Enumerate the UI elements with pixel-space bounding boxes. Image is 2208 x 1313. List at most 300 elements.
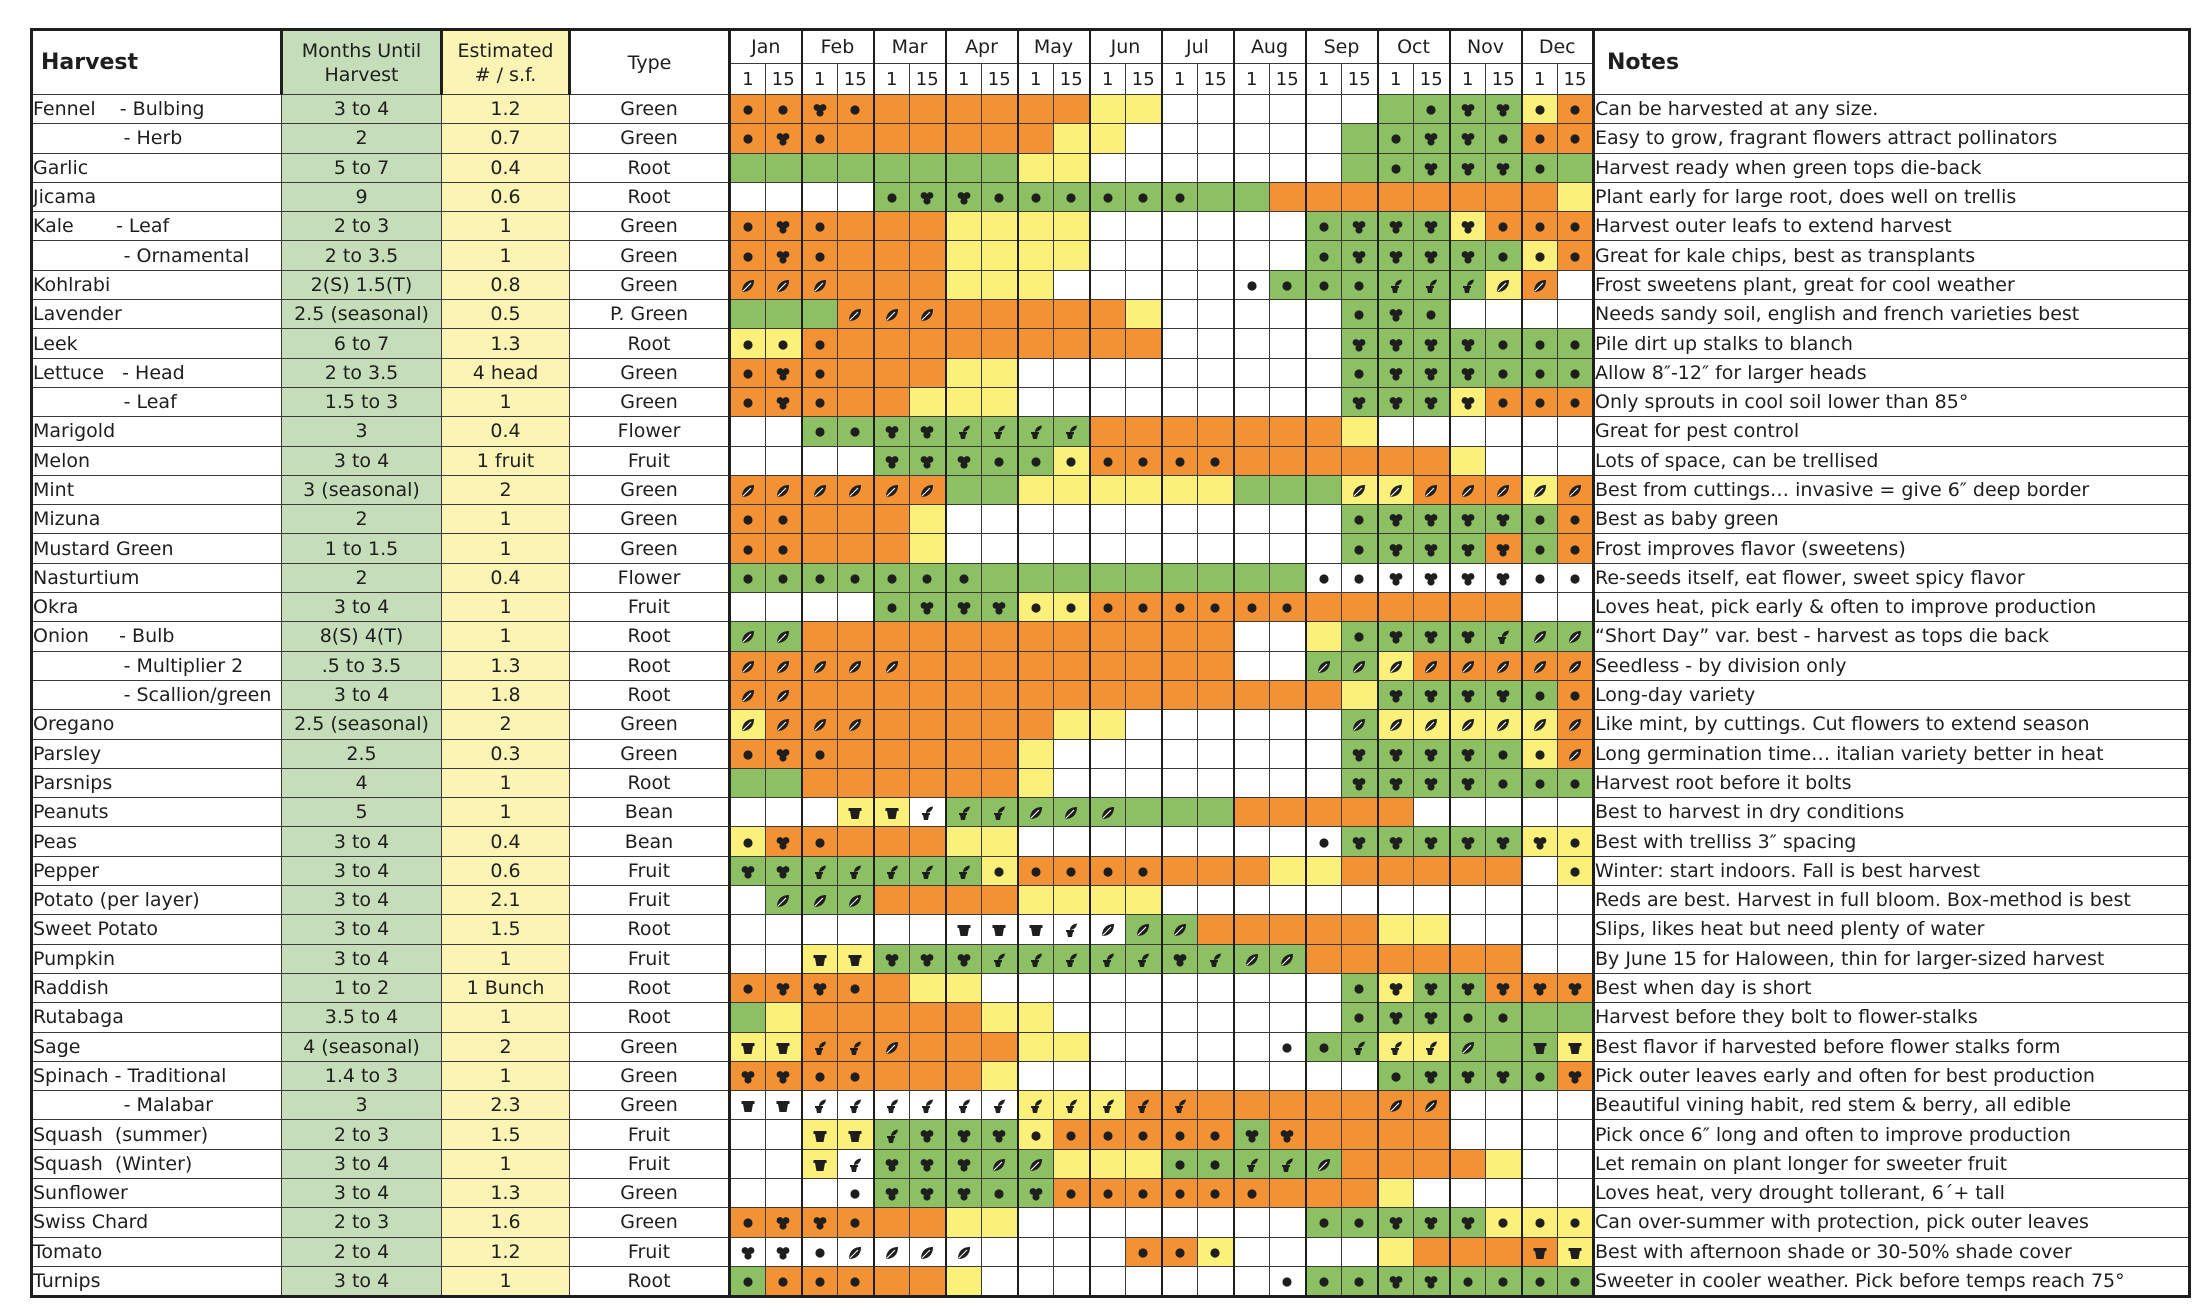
crop-type: Fruit <box>570 446 730 475</box>
cluster-icon <box>1423 512 1439 528</box>
dot-icon <box>1351 629 1367 645</box>
calendar-cell <box>1018 387 1054 416</box>
months-until-harvest: 5 <box>282 798 442 827</box>
calendar-cell <box>730 124 766 153</box>
dot-icon <box>1495 747 1511 763</box>
crop-note: Seedless - by division only <box>1594 651 2190 680</box>
table-row <box>32 475 2190 504</box>
calendar-cell <box>730 886 766 915</box>
months-until-label-2: Harvest <box>324 63 399 86</box>
calendar-cell <box>1090 593 1126 622</box>
calendar-cell <box>1558 563 1594 592</box>
calendar-cell <box>1558 1149 1594 1178</box>
calendar-cell <box>1090 241 1126 270</box>
calendar-cell <box>1342 534 1378 563</box>
calendar-cell <box>838 798 874 827</box>
calendar-cell <box>1558 651 1594 680</box>
calendar-cell <box>982 182 1018 211</box>
calendar-cell <box>1378 358 1414 387</box>
calendar-cell <box>1522 886 1558 915</box>
calendar-cell <box>1558 270 1594 299</box>
calendar-cell <box>1450 1061 1486 1090</box>
calendar-cell <box>1126 182 1162 211</box>
calendar-cell <box>1378 1091 1414 1120</box>
calendar-cell <box>1378 505 1414 534</box>
cluster-icon <box>1388 249 1404 265</box>
calendar-cell <box>1306 563 1342 592</box>
calendar-cell <box>766 915 802 944</box>
dot-icon <box>1100 1186 1116 1202</box>
calendar-cell <box>1270 1149 1306 1178</box>
calendar-cell <box>1522 212 1558 241</box>
calendar-cell <box>802 1032 838 1061</box>
calendar-cell <box>1486 827 1522 856</box>
calendar-cell <box>1522 1266 1558 1296</box>
calendar-cell <box>1054 973 1090 1002</box>
dot-icon <box>1135 600 1151 616</box>
half-label-1: 1 <box>1450 64 1486 95</box>
estimated-per-sf: 2.1 <box>442 886 570 915</box>
calendar-cell <box>1306 622 1342 651</box>
dot-icon <box>919 571 935 587</box>
dot-icon <box>1532 395 1548 411</box>
calendar-cell <box>802 182 838 211</box>
calendar-cell <box>730 563 766 592</box>
calendar-cell <box>1054 1091 1090 1120</box>
calendar-cell <box>1378 622 1414 651</box>
calendar-cell <box>1054 358 1090 387</box>
calendar-cell <box>1378 1032 1414 1061</box>
calendar-cell <box>1522 95 1558 124</box>
calendar-cell <box>874 1091 910 1120</box>
calendar-cell <box>910 446 946 475</box>
calendar-cell <box>1414 651 1450 680</box>
dot-icon <box>991 864 1007 880</box>
seedling-pot-icon <box>1028 952 1044 968</box>
estimated-per-sf: 1.6 <box>442 1208 570 1237</box>
calendar-cell <box>1522 417 1558 446</box>
crop-name: - Leaf <box>32 387 282 416</box>
calendar-cell <box>1234 505 1270 534</box>
cluster-icon <box>956 600 972 616</box>
calendar-cell <box>838 270 874 299</box>
calendar-cell <box>1558 827 1594 856</box>
dot-icon <box>775 542 791 558</box>
calendar-cell <box>1234 417 1270 446</box>
calendar-cell <box>1342 124 1378 153</box>
calendar-cell <box>1126 827 1162 856</box>
cluster-icon <box>775 395 791 411</box>
calendar-cell <box>1090 95 1126 124</box>
calendar-cell <box>1270 1032 1306 1061</box>
calendar-cell <box>1306 856 1342 885</box>
calendar-cell <box>1234 856 1270 885</box>
cluster-icon <box>1388 1215 1404 1231</box>
crop-name: Tomato <box>32 1237 282 1266</box>
estimated-per-sf: 1 <box>442 768 570 797</box>
calendar-cell <box>1306 241 1342 270</box>
dot-icon <box>1495 249 1511 265</box>
calendar-cell <box>1342 593 1378 622</box>
calendar-cell <box>1054 95 1090 124</box>
calendar-cell <box>1306 153 1342 182</box>
cluster-icon <box>1388 571 1404 587</box>
calendar-cell <box>1018 1178 1054 1207</box>
crop-note: Great for kale chips, best as transplants <box>1594 241 2190 270</box>
crop-note: Frost sweetens plant, great for cool weather <box>1594 270 2190 299</box>
calendar-cell <box>1198 446 1234 475</box>
calendar-cell <box>766 1149 802 1178</box>
cluster-icon <box>1460 776 1476 792</box>
dot-icon <box>812 747 828 763</box>
calendar-cell <box>910 1003 946 1032</box>
calendar-cell <box>1018 739 1054 768</box>
crop-name: Garlic <box>32 153 282 182</box>
crop-name: Mustard Green <box>32 534 282 563</box>
months-until-harvest: 2 <box>282 505 442 534</box>
calendar-cell <box>1558 387 1594 416</box>
calendar-cell <box>1162 1266 1198 1296</box>
crop-name: - Scallion/green <box>32 680 282 709</box>
calendar-cell <box>1234 622 1270 651</box>
calendar-cell <box>802 1208 838 1237</box>
calendar-cell <box>910 798 946 827</box>
calendar-cell <box>1198 387 1234 416</box>
crop-type: Fruit <box>570 1120 730 1149</box>
crop-name: Swiss Chard <box>32 1208 282 1237</box>
calendar-cell <box>1486 798 1522 827</box>
estimated-per-sf: 0.5 <box>442 300 570 329</box>
calendar-cell <box>1450 329 1486 358</box>
leaf-icon <box>1460 717 1476 733</box>
calendar-cell <box>874 886 910 915</box>
calendar-cell <box>874 446 910 475</box>
crop-note: Harvest ready when green tops die-back <box>1594 153 2190 182</box>
cluster-icon <box>1028 1186 1044 1202</box>
calendar-cell <box>1018 1266 1054 1296</box>
calendar-cell <box>1522 1061 1558 1090</box>
table-row <box>32 329 2190 358</box>
calendar-cell <box>1234 593 1270 622</box>
header-row <box>32 30 2190 64</box>
calendar-cell <box>838 827 874 856</box>
calendar-cell <box>910 1149 946 1178</box>
calendar-cell <box>1234 300 1270 329</box>
calendar-cell <box>1306 182 1342 211</box>
calendar-cell <box>1342 1208 1378 1237</box>
crop-note: Best from cuttings… invasive = give 6″ deep border <box>1594 475 2190 504</box>
calendar-cell <box>874 124 910 153</box>
calendar-cell <box>1342 270 1378 299</box>
dot-icon <box>1316 1215 1332 1231</box>
calendar-cell <box>1414 1178 1450 1207</box>
calendar-cell <box>1126 1120 1162 1149</box>
calendar-cell <box>1342 446 1378 475</box>
crop-name: Lettuce - Head <box>32 358 282 387</box>
months-until-harvest: 1 to 2 <box>282 973 442 1002</box>
calendar-cell <box>802 95 838 124</box>
dot-icon <box>1532 366 1548 382</box>
crop-note: Can over-summer with protection, pick outer leaves <box>1594 1208 2190 1237</box>
leaf-icon <box>1460 483 1476 499</box>
calendar-cell <box>1090 300 1126 329</box>
calendar-cell <box>1306 915 1342 944</box>
calendar-cell <box>802 827 838 856</box>
calendar-cell <box>1486 973 1522 1002</box>
calendar-cell <box>1054 680 1090 709</box>
calendar-cell <box>802 300 838 329</box>
calendar-cell <box>1450 300 1486 329</box>
leaf-icon <box>919 483 935 499</box>
calendar-cell <box>1558 534 1594 563</box>
calendar-cell <box>802 915 838 944</box>
cluster-icon <box>1388 629 1404 645</box>
dot-icon <box>812 249 828 265</box>
calendar-cell <box>982 710 1018 739</box>
crop-name: Sage <box>32 1032 282 1061</box>
months-until-harvest: 3 to 4 <box>282 1149 442 1178</box>
calendar-cell <box>1054 241 1090 270</box>
cluster-icon <box>812 981 828 997</box>
calendar-cell <box>1018 768 1054 797</box>
cluster-icon <box>1423 835 1439 851</box>
calendar-cell <box>1378 680 1414 709</box>
leaf-icon <box>812 893 828 909</box>
leaf-icon <box>740 483 756 499</box>
calendar-cell <box>1414 446 1450 475</box>
calendar-cell <box>1234 563 1270 592</box>
calendar-cell <box>1378 563 1414 592</box>
calendar-cell <box>1126 768 1162 797</box>
estimated-per-sf: 2.3 <box>442 1091 570 1120</box>
calendar-cell <box>1306 1120 1342 1149</box>
calendar-cell <box>982 622 1018 651</box>
calendar-cell <box>838 95 874 124</box>
calendar-cell <box>1090 915 1126 944</box>
dot-icon <box>812 337 828 353</box>
dot-icon <box>1567 835 1583 851</box>
calendar-cell <box>1270 505 1306 534</box>
calendar-cell <box>1054 1237 1090 1266</box>
dot-icon <box>1567 512 1583 528</box>
crop-type: Green <box>570 1208 730 1237</box>
calendar-cell <box>946 1237 982 1266</box>
calendar-cell <box>1486 622 1522 651</box>
crop-note: Like mint, by cuttings. Cut flowers to extend season <box>1594 710 2190 739</box>
calendar-cell <box>946 1178 982 1207</box>
calendar-cell <box>1018 182 1054 211</box>
cluster-icon <box>1460 571 1476 587</box>
calendar-cell <box>1018 563 1054 592</box>
calendar-cell <box>1522 1091 1558 1120</box>
calendar-cell <box>1054 886 1090 915</box>
cluster-icon <box>884 454 900 470</box>
calendar-cell <box>730 710 766 739</box>
calendar-cell <box>1450 593 1486 622</box>
calendar-cell <box>1378 827 1414 856</box>
calendar-cell <box>838 387 874 416</box>
crop-note: Harvest outer leafs to extend harvest <box>1594 212 2190 241</box>
crop-note: Best as baby green <box>1594 505 2190 534</box>
leaf-icon <box>775 659 791 675</box>
dot-icon <box>1207 1128 1223 1144</box>
estimated-per-sf: 1 <box>442 1266 570 1296</box>
dot-icon <box>740 366 756 382</box>
calendar-cell <box>802 1120 838 1149</box>
estimated-per-sf: 1.5 <box>442 1120 570 1149</box>
calendar-cell <box>1486 710 1522 739</box>
table-row <box>32 1003 2190 1032</box>
cluster-icon <box>1460 366 1476 382</box>
month-header-may: May <box>1018 30 1090 64</box>
dot-icon <box>1100 1128 1116 1144</box>
calendar-cell <box>1522 1149 1558 1178</box>
calendar-cell <box>1162 270 1198 299</box>
calendar-cell <box>874 153 910 182</box>
calendar-cell <box>1270 241 1306 270</box>
cluster-icon <box>1388 981 1404 997</box>
dot-icon <box>1532 249 1548 265</box>
calendar-cell <box>1162 1003 1198 1032</box>
calendar-cell <box>1270 915 1306 944</box>
dot-icon <box>1495 1274 1511 1290</box>
calendar-cell <box>946 1266 982 1296</box>
calendar-cell <box>1054 124 1090 153</box>
cluster-icon <box>1460 747 1476 763</box>
leaf-icon <box>1316 1157 1332 1173</box>
crop-note: Pick once 6″ long and often to improve production <box>1594 1120 2190 1149</box>
calendar-cell <box>1054 1178 1090 1207</box>
table-row <box>32 241 2190 270</box>
calendar-cell <box>838 622 874 651</box>
calendar-cell <box>946 358 982 387</box>
calendar-cell <box>982 534 1018 563</box>
month-header-nov: Nov <box>1450 30 1522 64</box>
calendar-cell <box>1342 1149 1378 1178</box>
month-header-sep: Sep <box>1306 30 1378 64</box>
calendar-cell <box>1054 387 1090 416</box>
calendar-cell <box>982 915 1018 944</box>
calendar-cell <box>1090 1237 1126 1266</box>
calendar-cell <box>802 417 838 446</box>
calendar-cell <box>1378 417 1414 446</box>
calendar-cell <box>946 241 982 270</box>
cluster-icon <box>1460 542 1476 558</box>
crop-type: Green <box>570 95 730 124</box>
calendar-cell <box>1486 1120 1522 1149</box>
estimated-per-sf: 0.4 <box>442 827 570 856</box>
calendar-cell <box>946 1091 982 1120</box>
crop-name: Okra <box>32 593 282 622</box>
calendar-cell <box>1450 182 1486 211</box>
calendar-cell <box>910 768 946 797</box>
calendar-cell <box>1198 212 1234 241</box>
cluster-icon <box>1388 776 1404 792</box>
calendar-cell <box>1342 358 1378 387</box>
table-row <box>32 1149 2190 1178</box>
calendar-cell <box>1090 622 1126 651</box>
estimated-per-sf: 0.4 <box>442 563 570 592</box>
estimated-per-sf: 1 <box>442 1003 570 1032</box>
crop-type: Green <box>570 1061 730 1090</box>
calendar-cell <box>1198 593 1234 622</box>
crop-note: Let remain on plant longer for sweeter fruit <box>1594 1149 2190 1178</box>
crop-type: Green <box>570 358 730 387</box>
calendar-cell <box>1414 593 1450 622</box>
calendar-cell <box>838 680 874 709</box>
calendar-cell <box>802 1178 838 1207</box>
month-header-jan: Jan <box>730 30 802 64</box>
calendar-cell <box>1342 182 1378 211</box>
calendar-cell <box>1090 1149 1126 1178</box>
calendar-cell <box>766 1237 802 1266</box>
estimated-per-sf: 1.3 <box>442 651 570 680</box>
calendar-cell <box>1090 563 1126 592</box>
table-row <box>32 1061 2190 1090</box>
calendar-cell <box>910 1266 946 1296</box>
pot-icon <box>812 1128 828 1144</box>
months-until-harvest: 3 to 4 <box>282 1178 442 1207</box>
table-row <box>32 798 2190 827</box>
cluster-icon <box>1423 366 1439 382</box>
calendar-cell <box>1306 212 1342 241</box>
calendar-cell <box>874 241 910 270</box>
calendar-cell <box>1270 1003 1306 1032</box>
crop-type: Green <box>570 124 730 153</box>
calendar-cell <box>1558 1032 1594 1061</box>
calendar-cell <box>946 886 982 915</box>
calendar-cell <box>730 1208 766 1237</box>
calendar-cell <box>766 387 802 416</box>
crop-note: Reds are best. Harvest in full bloom. Box-method is best <box>1594 886 2190 915</box>
calendar-cell <box>910 417 946 446</box>
estimated-per-sf: 1 <box>442 241 570 270</box>
calendar-cell <box>1558 856 1594 885</box>
calendar-cell <box>910 563 946 592</box>
calendar-cell <box>1378 651 1414 680</box>
calendar-cell <box>946 915 982 944</box>
calendar-cell <box>802 534 838 563</box>
table-row <box>32 270 2190 299</box>
months-until-harvest: 8(S) 4(T) <box>282 622 442 651</box>
calendar-cell <box>1270 475 1306 504</box>
estimated-per-sf: 1 <box>442 593 570 622</box>
crop-name: Pumpkin <box>32 944 282 973</box>
cluster-icon <box>740 1245 756 1261</box>
calendar-cell <box>1342 417 1378 446</box>
months-until-harvest: 2 to 4 <box>282 1237 442 1266</box>
leaf-icon <box>1063 805 1079 821</box>
calendar-cell <box>1450 270 1486 299</box>
calendar-cell <box>982 124 1018 153</box>
calendar-cell <box>1306 1266 1342 1296</box>
calendar-cell <box>1522 827 1558 856</box>
calendar-cell <box>730 446 766 475</box>
calendar-cell <box>874 270 910 299</box>
calendar-cell <box>766 1061 802 1090</box>
cluster-icon <box>1460 835 1476 851</box>
calendar-cell <box>1342 886 1378 915</box>
calendar-cell <box>1162 680 1198 709</box>
calendar-cell <box>1414 387 1450 416</box>
calendar-cell <box>1126 95 1162 124</box>
calendar-cell <box>766 1032 802 1061</box>
calendar-cell <box>1306 886 1342 915</box>
calendar-cell <box>766 856 802 885</box>
calendar-cell <box>1522 1237 1558 1266</box>
calendar-cell <box>1558 300 1594 329</box>
calendar-cell <box>1054 1032 1090 1061</box>
